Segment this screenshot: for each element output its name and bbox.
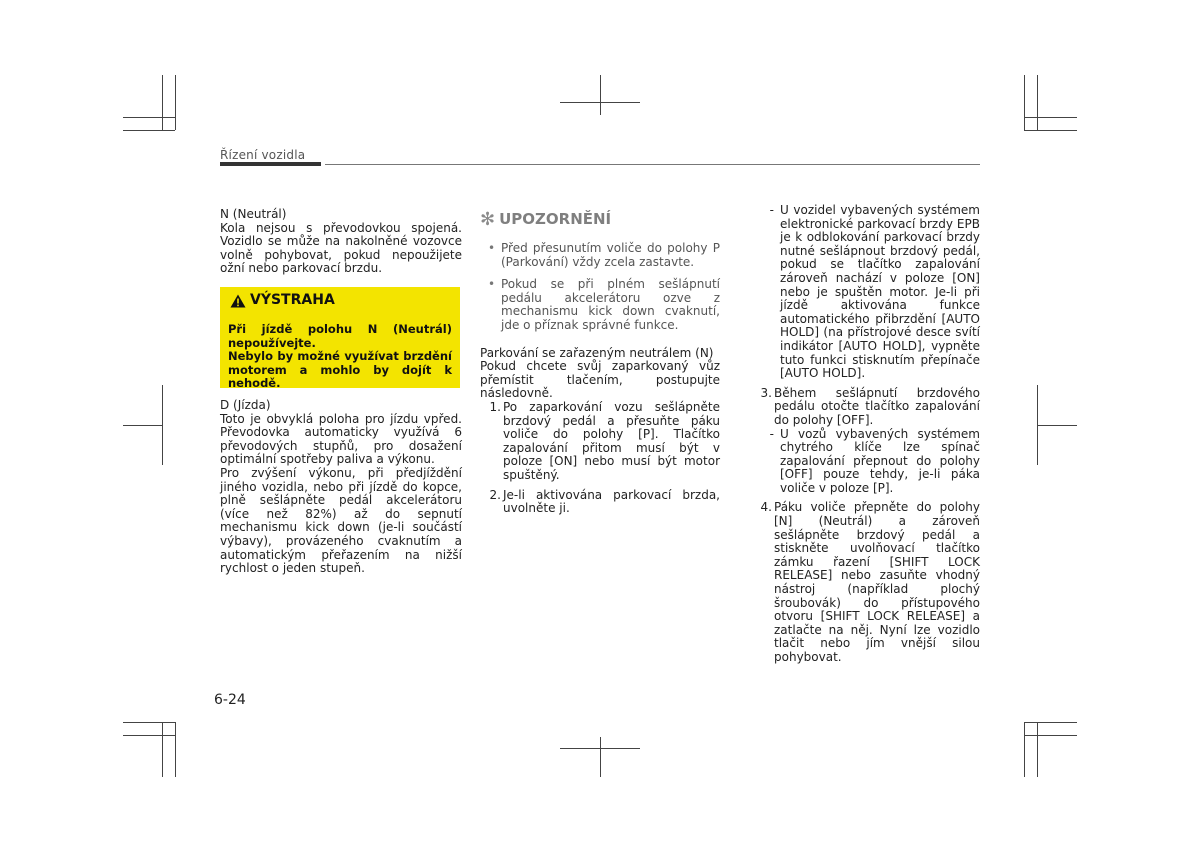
caution-item: • Pokud se při plném sešlápnutí pedálu akcelerátoru ozve z mechanismu kick down cvaknutí, jde o příznak správné funkce. [480,278,720,332]
drive-text-1: Toto je obvyklá poloha pro jízdu vpřed. Převodovka automaticky využívá 6 převodových stupňů, pro dosažení optimální spotřeby paliva a výkonu. [220,411,462,467]
sub-item-smart-key [750,428,980,496]
neutral-text: Kola nejsou s převodovkou spojená. Vozidlo se může na nakolněné vozovce volně pohybovat, pokud nepoužijete ožní nebo parkovací brzdu. [220,220,462,276]
parking-steps [480,401,720,516]
parking-intro: Pokud chcete svůj zaparkovaný vůz přemístit tlačením, postupujte následovně. [480,359,720,401]
warning-triangle-icon [230,294,246,308]
caution-list [480,242,720,333]
drive-text-2: Pro zvýšení výkonu, při předjíždění jiného vozidla, nebo při jízdě do kopce, plně sešlápněte pedál akcelerátoru (více než 82%) až do sepnutí mechanismu kick down (je-li součástí výbavy), provázeného cvaknutím a automatickým přeřazením na nižší rychlost o jeden stupeň. [220,465,462,576]
sub-item-epb [750,204,980,381]
caution-title-text: UPOZORNĚNÍ [499,210,612,229]
header-rule [325,164,980,165]
step-number: 4. [760,500,772,515]
caution-item: • Před přesunutím voliče do polohy P (Parkování) vždy zcela zastavte. [480,242,720,269]
caution-title [480,210,720,230]
dash: - [769,426,774,441]
neutral-heading: N (Neutrál) [220,207,287,221]
running-header [220,148,980,170]
step-text: Je-li aktivována parkovací brzda, uvolněte ji. [503,487,720,516]
column-left [220,208,462,576]
dash: - [769,203,774,217]
header-accent-bar [220,162,321,166]
warning-line-2: Nebylo by možné využívat brzdění motorem a mohlo by dojít k nehodě. [228,349,452,391]
warning-title [228,294,452,308]
warning-line-1: Při jízdě polohu N (Neutrál) nepoužívejte. [228,321,452,350]
step-text: Páku voliče přepněte do polohy [N] (Neutrál) a zároveň sešlápněte brzdový pedál a stiskněte uvolňovací tlačítko zámku řazení [SHIFT LOCK RELEASE] nebo zasuňte vhodný nástroj (například plochý šroubovák) do přístupového otvoru [SHIFT LOCK RELEASE] a zatlačte na něj. Nyní lze vozidlo tlačit nebo jím vnější silou pohybovat. [774,500,980,664]
step-text: Během sešlápnutí brzdového pedálu otočte tlačítko zapalování do polohy [OFF]. [774,385,980,427]
warning-box [220,287,460,391]
step-number: 3. [760,385,772,400]
warning-title-text: VÝSTRAHA [250,292,335,309]
step-1 [480,401,720,483]
step-2 [480,489,720,516]
sub-text: U vozidel vybavených systémem elektronické parkovací brzdy EPB je k odblokování parkovací brzdy nutné sešlápnout brzdový pedál, pokud se tlačítko zapalování zároveň nachází v poloze [ON] nebo je spuštěn motor. Je-li při jízdě aktivována funkce automatického přibrzdění [AUTO HOLD] (na přístrojové desce svítí indikátor [AUTO HOLD], vypněte tuto funkci stisknutím přepínače [AUTO HOLD]. [780,203,980,381]
column-middle [480,208,720,522]
step-4 [750,501,980,664]
step-number: 1. [489,399,501,414]
sub-text: U vozů vybavených systémem chytrého klíče lze spínač zapalování přepnout do polohy [OFF] pouze tehdy, je-li páka voliče v poloze [P]. [780,426,980,495]
step-text: Po zaparkování vozu sešlápněte brzdový pedál a přesuňte páku voliče do polohy [P]. Tlačítko zapalování přitom musí být v poloze [ON] nebo musí být motor spuštěný. [503,399,720,482]
caution-star-icon: ✻ [480,209,496,231]
page-number: 6-24 [214,692,246,708]
step-3 [750,387,980,428]
step-number: 2. [489,487,501,502]
chapter-title: Řízení vozidla [220,148,306,162]
column-right [750,204,980,671]
parking-steps-final [750,501,980,664]
parking-heading: Parkování se zařazeným neutrálem (N) [480,345,714,360]
drive-heading: D (Jízda) [220,397,271,412]
warning-body [228,323,452,391]
parking-steps-continued [750,387,980,428]
